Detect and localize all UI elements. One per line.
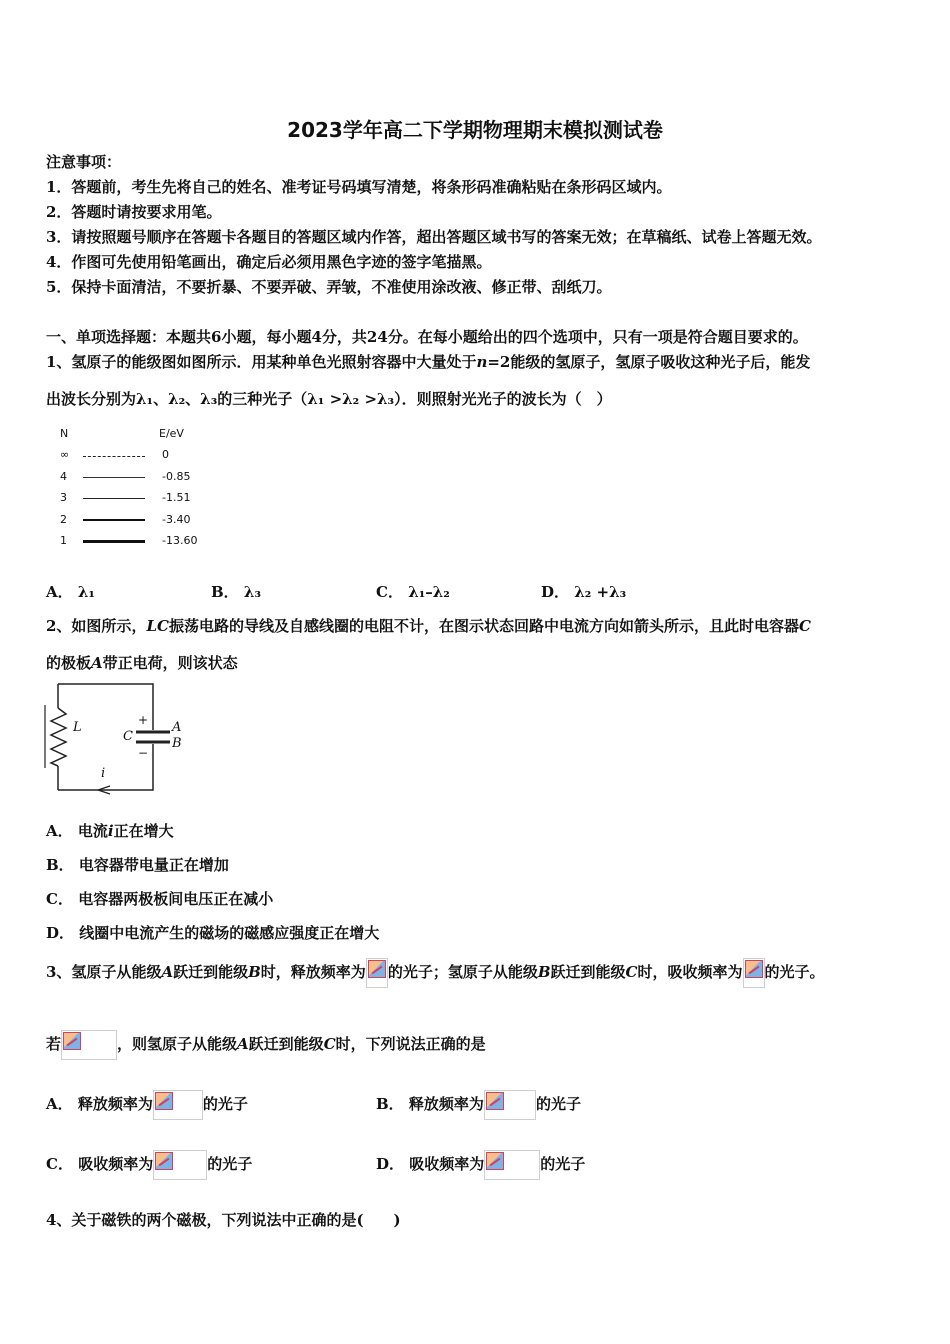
circuit-drawing — [40, 680, 190, 795]
section-heading: 一、单项选择题：本题共6小题，每小题4分，共24分。在每小题给出的四个选项中，只有一项是符合题目要求的。 — [46, 328, 808, 346]
q3-stem-line2: 若 ，则氢原子从能级A跃迁到能级C时，下列说法正确的是 — [46, 1028, 486, 1060]
q1-stem-line2: 出波长分别为λ₁、λ₂、λ₃的三种光子（λ₁ >λ₂ >λ₃）．则照射光光子的波长为（ ） — [46, 390, 612, 408]
plate-a-label: A — [172, 720, 182, 735]
level-line — [83, 477, 145, 478]
level-n: ∞ — [60, 448, 70, 461]
q3-stem-line1: 3、氢原子从能级A跃迁到能级B时，释放频率为 的光子；氢原子从能级B跃迁到能级C时，吸收频率为 的光子。 — [46, 954, 825, 990]
note-item: 4．作图可先使用铅笔画出，确定后必须用黑色字迹的签字笔描黑。 — [46, 253, 492, 271]
plate-b-label: B — [172, 736, 182, 751]
level-line — [83, 519, 145, 521]
q1-option-d[interactable]: D． λ₂ +λ₃ — [541, 583, 627, 601]
broken-image-icon — [153, 1150, 207, 1180]
q2-option-b[interactable]: B． 电容器带电量正在增加 — [46, 856, 229, 874]
level-e: -1.51 — [162, 491, 191, 504]
capacitor-label: C — [123, 729, 133, 744]
q2-option-d[interactable]: D． 线圈中电流产生的磁场的磁感应强度正在增大 — [46, 924, 380, 942]
q1-option-c[interactable]: C． λ₁–λ₂ — [376, 583, 450, 601]
level-line — [83, 498, 145, 499]
note-item: 5．保持卡面清洁，不要折暴、不要弄破、弄皱，不准使用涂改液、修正带、刮纸刀。 — [46, 278, 612, 296]
diagram-n-header: N — [60, 427, 69, 440]
lc-circuit-diagram — [40, 680, 190, 795]
q2-option-c[interactable]: C． 电容器两极板间电压正在减小 — [46, 890, 274, 908]
note-item: 3．请按照题号顺序在答题卡各题目的答题区域内作答，超出答题区域书写的答案无效；在草稿纸、试卷上答题无效。 — [46, 228, 822, 246]
level-e: -13.60 — [162, 534, 198, 547]
plus-sign: + — [138, 713, 149, 727]
q1-option-a[interactable]: A． λ₁ — [46, 583, 95, 601]
energy-level-diagram — [56, 425, 216, 555]
q3-option-b[interactable]: B． 释放频率为 的光子 — [376, 1088, 581, 1120]
q2-stem-line2: 的极板A带正电荷，则该状态 — [46, 654, 238, 672]
level-line — [83, 456, 145, 457]
level-n: 4 — [60, 470, 67, 483]
q1-stem-line1: 1、氢原子的能级图如图所示．用某种单色光照射容器中大量处于n=2能级的氢原子，氢原子吸收这种光子后，能发 — [46, 353, 811, 371]
notes-heading: 注意事项： — [46, 153, 122, 171]
q2-stem-line1: 2、如图所示，LC振荡电路的导线及自感线圈的电阻不计，在图示状态回路中电流方向如箭头所示，且此时电容器C — [46, 617, 811, 635]
q3-option-c[interactable]: C． 吸收频率为 的光子 — [46, 1148, 252, 1180]
q1-option-b[interactable]: B． λ₃ — [211, 583, 262, 601]
page-title: 2023学年高二下学期物理期末模拟测试卷 — [287, 118, 663, 142]
q4-stem: 4、关于磁铁的两个磁极，下列说法中正确的是( ) — [46, 1211, 401, 1229]
level-n: 2 — [60, 513, 67, 526]
level-e: -3.40 — [162, 513, 191, 526]
level-line — [83, 540, 145, 543]
level-e: 0 — [162, 448, 169, 461]
broken-image-icon — [366, 958, 388, 988]
level-e: -0.85 — [162, 470, 191, 483]
broken-image-icon — [61, 1030, 117, 1060]
q3-option-d[interactable]: D． 吸收频率为 的光子 — [376, 1148, 585, 1180]
broken-image-icon — [484, 1090, 536, 1120]
level-n: 1 — [60, 534, 67, 547]
q2-option-a[interactable]: A． 电流i正在增大 — [46, 822, 174, 840]
broken-image-icon — [743, 958, 765, 988]
diagram-e-header: E/eV — [159, 427, 184, 440]
note-item: 2．答题时请按要求用笔。 — [46, 203, 222, 221]
note-item: 1．答题前，考生先将自己的姓名、准考证号码填写清楚，将条形码准确粘贴在条形码区域内。 — [46, 178, 672, 196]
minus-sign: − — [138, 746, 149, 760]
inductor-label: L — [73, 720, 82, 735]
broken-image-icon — [484, 1150, 540, 1180]
broken-image-icon — [153, 1090, 203, 1120]
current-label: i — [101, 766, 106, 781]
level-n: 3 — [60, 491, 67, 504]
q3-option-a[interactable]: A． 释放频率为 的光子 — [46, 1088, 248, 1120]
